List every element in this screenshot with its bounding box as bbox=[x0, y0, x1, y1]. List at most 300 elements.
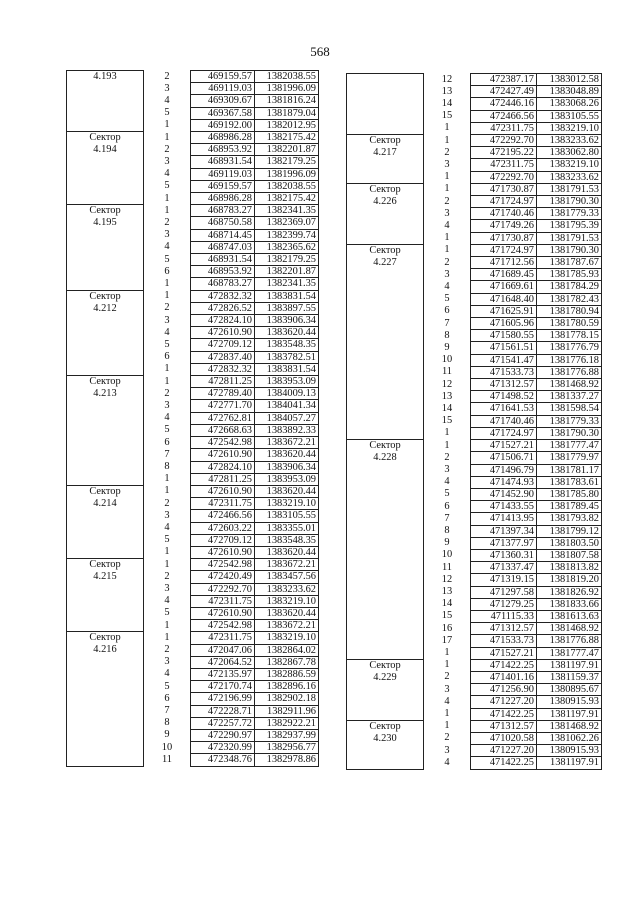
sector-label bbox=[67, 205, 144, 290]
coordinate-x: 472311.75 bbox=[191, 632, 255, 644]
point-number: 10 bbox=[424, 354, 471, 366]
point-number: 1 bbox=[144, 632, 191, 644]
coordinate-y: 1381159.37 bbox=[537, 671, 602, 683]
coordinate-y: 1381062.26 bbox=[537, 732, 602, 744]
point-number: 6 bbox=[424, 305, 471, 317]
coordinate-x: 472824.10 bbox=[191, 315, 255, 327]
sector-label-line: 4.215 bbox=[93, 571, 117, 583]
coordinate-y: 1382922.21 bbox=[255, 717, 319, 729]
coordinate-x: 471397.34 bbox=[471, 525, 537, 537]
coordinate-y: 1382978.86 bbox=[255, 754, 319, 766]
coordinate-y: 1381813.82 bbox=[537, 562, 602, 574]
coordinate-x: 472292.70 bbox=[471, 171, 537, 183]
coordinate-y: 1382369.07 bbox=[255, 217, 319, 229]
coordinate-x: 472789.40 bbox=[191, 388, 255, 400]
sector-label bbox=[347, 659, 424, 720]
coordinate-y: 1381777.47 bbox=[537, 440, 602, 452]
coordinate-y: 1381776.88 bbox=[537, 635, 602, 647]
coordinate-y: 1383105.55 bbox=[537, 110, 602, 122]
sector-label bbox=[67, 290, 144, 375]
point-number: 2 bbox=[144, 571, 191, 583]
coordinate-y: 1383672.21 bbox=[255, 437, 319, 449]
sector-label-line: Сектор bbox=[369, 183, 401, 195]
point-number: 9 bbox=[424, 342, 471, 354]
coordinate-x: 472311.75 bbox=[471, 122, 537, 134]
coordinate-y: 1381197.91 bbox=[537, 708, 602, 720]
coordinates-table-right bbox=[346, 73, 602, 770]
coordinate-x: 472135.97 bbox=[191, 668, 255, 680]
coordinate-x: 472420.49 bbox=[191, 571, 255, 583]
point-number: 4 bbox=[144, 327, 191, 339]
coordinate-y: 1382179.25 bbox=[255, 254, 319, 266]
coordinate-y: 1382864.02 bbox=[255, 644, 319, 656]
sector-label-line: 4.228 bbox=[373, 452, 397, 464]
coordinate-x: 471498.52 bbox=[471, 391, 537, 403]
coordinate-y: 1383620.44 bbox=[255, 546, 319, 558]
point-number: 3 bbox=[424, 208, 471, 220]
table-row bbox=[67, 132, 319, 144]
coordinate-y: 1383953.09 bbox=[255, 473, 319, 485]
point-number: 4 bbox=[144, 412, 191, 424]
point-number: 1 bbox=[424, 440, 471, 452]
coordinate-y: 1381833.66 bbox=[537, 598, 602, 610]
point-number: 5 bbox=[144, 339, 191, 351]
coordinate-x: 472811.25 bbox=[191, 473, 255, 485]
point-number: 10 bbox=[424, 549, 471, 561]
coordinate-x: 472466.56 bbox=[191, 510, 255, 522]
coordinate-y: 1383782.51 bbox=[255, 351, 319, 363]
point-number: 3 bbox=[144, 229, 191, 241]
sector-label-line: Сектор bbox=[369, 135, 401, 147]
point-number: 2 bbox=[144, 498, 191, 510]
sector-label-line: 4.227 bbox=[373, 256, 397, 268]
coordinate-y: 1382201.87 bbox=[255, 144, 319, 156]
coordinate-y: 1383548.35 bbox=[255, 339, 319, 351]
coordinate-x: 471422.25 bbox=[471, 708, 537, 720]
point-number: 5 bbox=[144, 254, 191, 266]
coordinate-x: 472837.40 bbox=[191, 351, 255, 363]
coordinate-y: 1381790.30 bbox=[537, 427, 602, 439]
coordinate-x: 468953.92 bbox=[191, 266, 255, 278]
coordinate-x: 471312.57 bbox=[471, 379, 537, 391]
point-number: 7 bbox=[144, 705, 191, 717]
sector-label bbox=[347, 720, 424, 769]
point-number: 12 bbox=[424, 574, 471, 586]
sector-label bbox=[67, 559, 144, 632]
point-number: 6 bbox=[144, 351, 191, 363]
sector-label bbox=[347, 135, 424, 184]
sector-label bbox=[347, 183, 424, 244]
coordinate-y: 1381816.24 bbox=[255, 95, 319, 107]
coordinate-x: 468747.03 bbox=[191, 241, 255, 253]
point-number: 4 bbox=[144, 241, 191, 253]
coordinate-x: 472348.76 bbox=[191, 754, 255, 766]
point-number: 2 bbox=[424, 452, 471, 464]
coordinate-x: 472542.98 bbox=[191, 559, 255, 571]
coordinate-x: 471422.25 bbox=[471, 659, 537, 671]
coordinate-x: 471740.46 bbox=[471, 208, 537, 220]
coordinate-x: 471689.45 bbox=[471, 269, 537, 281]
coordinate-x: 471648.40 bbox=[471, 293, 537, 305]
coordinate-x: 471533.73 bbox=[471, 366, 537, 378]
coordinate-x: 471227.20 bbox=[471, 745, 537, 757]
coordinate-x: 472064.52 bbox=[191, 656, 255, 668]
coordinate-y: 1381790.30 bbox=[537, 244, 602, 256]
coordinate-y: 1383219.10 bbox=[537, 122, 602, 134]
coordinate-x: 471527.21 bbox=[471, 647, 537, 659]
coordinate-x: 471740.46 bbox=[471, 415, 537, 427]
sector-label-line: Сектор bbox=[89, 559, 121, 571]
point-number: 3 bbox=[424, 684, 471, 696]
coordinate-y: 1381777.47 bbox=[537, 647, 602, 659]
coordinate-y: 1383897.55 bbox=[255, 302, 319, 314]
point-number: 2 bbox=[144, 302, 191, 314]
coordinate-x: 472466.56 bbox=[471, 110, 537, 122]
point-number: 3 bbox=[144, 156, 191, 168]
point-number: 4 bbox=[144, 595, 191, 607]
point-number: 1 bbox=[424, 122, 471, 134]
coordinate-y: 1384057.27 bbox=[255, 412, 319, 424]
point-number: 5 bbox=[144, 681, 191, 693]
coordinate-y: 1383062.80 bbox=[537, 147, 602, 159]
sector-label bbox=[67, 71, 144, 132]
point-number: 16 bbox=[424, 623, 471, 635]
sector-label-line: Сектор bbox=[369, 440, 401, 452]
table-row bbox=[347, 440, 602, 452]
coordinate-x: 471297.58 bbox=[471, 586, 537, 598]
point-number: 1 bbox=[144, 485, 191, 497]
coordinate-x: 471256.90 bbox=[471, 684, 537, 696]
point-number: 2 bbox=[424, 147, 471, 159]
sector-label-line: 4.194 bbox=[93, 144, 117, 156]
coordinate-x: 472195.22 bbox=[471, 147, 537, 159]
sector-label bbox=[67, 132, 144, 205]
coordinate-x: 469159.57 bbox=[191, 180, 255, 192]
sector-label-line: 4.216 bbox=[93, 644, 117, 656]
sector-label-line: Сектор bbox=[89, 290, 121, 302]
coordinate-y: 1383620.44 bbox=[255, 327, 319, 339]
coordinate-y: 1383457.56 bbox=[255, 571, 319, 583]
coordinate-x: 472047.06 bbox=[191, 644, 255, 656]
coordinate-x: 471730.87 bbox=[471, 232, 537, 244]
point-number: 1 bbox=[424, 708, 471, 720]
point-number: 2 bbox=[144, 217, 191, 229]
point-number: 1 bbox=[424, 720, 471, 732]
table-row bbox=[67, 290, 319, 302]
point-number: 8 bbox=[144, 461, 191, 473]
coordinate-x: 469309.67 bbox=[191, 95, 255, 107]
coordinate-x: 471227.20 bbox=[471, 696, 537, 708]
coordinate-x: 471312.57 bbox=[471, 623, 537, 635]
point-number: 2 bbox=[424, 671, 471, 683]
coordinate-y: 1382038.55 bbox=[255, 71, 319, 83]
coordinate-x: 472832.32 bbox=[191, 363, 255, 375]
coordinate-x: 471506.71 bbox=[471, 452, 537, 464]
point-number: 6 bbox=[144, 266, 191, 278]
coordinate-x: 472603.22 bbox=[191, 522, 255, 534]
coordinate-y: 1381787.67 bbox=[537, 257, 602, 269]
coordinate-y: 1381783.61 bbox=[537, 476, 602, 488]
coordinate-x: 468714.45 bbox=[191, 229, 255, 241]
point-number: 2 bbox=[144, 144, 191, 156]
coordinate-y: 1381197.91 bbox=[537, 659, 602, 671]
coordinate-x: 472196.99 bbox=[191, 693, 255, 705]
point-number: 3 bbox=[424, 159, 471, 171]
coordinate-y: 1382175.42 bbox=[255, 132, 319, 144]
point-number: 15 bbox=[424, 610, 471, 622]
coordinate-x: 472826.52 bbox=[191, 302, 255, 314]
point-number: 5 bbox=[144, 607, 191, 619]
point-number: 1 bbox=[424, 244, 471, 256]
page-number: 568 bbox=[310, 44, 330, 59]
point-number: 15 bbox=[424, 110, 471, 122]
coordinate-x: 471279.25 bbox=[471, 598, 537, 610]
coordinate-y: 1381784.29 bbox=[537, 281, 602, 293]
coordinate-x: 472446.16 bbox=[471, 98, 537, 110]
coordinate-x: 468986.28 bbox=[191, 132, 255, 144]
point-number: 3 bbox=[144, 583, 191, 595]
coordinate-x: 468986.28 bbox=[191, 193, 255, 205]
point-number: 4 bbox=[424, 281, 471, 293]
point-number: 3 bbox=[144, 83, 191, 95]
coordinate-y: 1382956.77 bbox=[255, 742, 319, 754]
point-number: 7 bbox=[144, 449, 191, 461]
coordinate-y: 1382175.42 bbox=[255, 193, 319, 205]
coordinate-x: 472610.90 bbox=[191, 449, 255, 461]
coordinate-y: 1382179.25 bbox=[255, 156, 319, 168]
point-number: 6 bbox=[144, 437, 191, 449]
coordinate-y: 1383048.89 bbox=[537, 86, 602, 98]
coordinate-y: 1381996.09 bbox=[255, 83, 319, 95]
coordinate-y: 1383906.34 bbox=[255, 315, 319, 327]
coordinate-x: 472257.72 bbox=[191, 717, 255, 729]
point-number: 8 bbox=[424, 525, 471, 537]
coordinate-y: 1382902.18 bbox=[255, 693, 319, 705]
sector-label bbox=[347, 440, 424, 660]
coordinate-x: 472771.70 bbox=[191, 400, 255, 412]
table-row bbox=[347, 659, 602, 671]
point-number: 4 bbox=[424, 757, 471, 769]
point-number: 14 bbox=[424, 403, 471, 415]
coordinate-y: 1382012.95 bbox=[255, 119, 319, 131]
coordinate-x: 472542.98 bbox=[191, 437, 255, 449]
coordinate-x: 472228.71 bbox=[191, 705, 255, 717]
sector-label-line: Сектор bbox=[369, 244, 401, 256]
coordinate-y: 1383219.10 bbox=[255, 498, 319, 510]
coordinate-y: 1381781.17 bbox=[537, 464, 602, 476]
point-number: 13 bbox=[424, 86, 471, 98]
point-number: 4 bbox=[144, 668, 191, 680]
table-row bbox=[67, 485, 319, 497]
coordinate-x: 472610.90 bbox=[191, 607, 255, 619]
coordinate-y: 1382201.87 bbox=[255, 266, 319, 278]
coordinate-x: 471527.21 bbox=[471, 440, 537, 452]
coordinate-y: 1383953.09 bbox=[255, 376, 319, 388]
point-number: 1 bbox=[144, 620, 191, 632]
coordinate-y: 1381785.93 bbox=[537, 269, 602, 281]
coordinate-x: 468931.54 bbox=[191, 156, 255, 168]
coordinate-y: 1381337.27 bbox=[537, 391, 602, 403]
coordinate-x: 471422.25 bbox=[471, 757, 537, 769]
coordinate-y: 1381197.91 bbox=[537, 757, 602, 769]
coordinate-y: 1383672.21 bbox=[255, 620, 319, 632]
point-number: 4 bbox=[144, 95, 191, 107]
coordinate-x: 471337.47 bbox=[471, 562, 537, 574]
coordinate-y: 1384009.13 bbox=[255, 388, 319, 400]
coordinate-y: 1381826.92 bbox=[537, 586, 602, 598]
coordinate-y: 1382341.35 bbox=[255, 278, 319, 290]
coordinate-x: 472311.75 bbox=[191, 498, 255, 510]
coordinate-y: 1382341.35 bbox=[255, 205, 319, 217]
coordinate-y: 1383620.44 bbox=[255, 449, 319, 461]
point-number: 3 bbox=[144, 400, 191, 412]
coordinate-x: 469159.57 bbox=[191, 71, 255, 83]
table-row bbox=[67, 71, 319, 83]
coordinate-x: 471319.15 bbox=[471, 574, 537, 586]
coordinate-y: 1383219.10 bbox=[255, 595, 319, 607]
coordinate-x: 472762.81 bbox=[191, 412, 255, 424]
point-number: 2 bbox=[144, 644, 191, 656]
table-row bbox=[67, 632, 319, 644]
point-number: 5 bbox=[144, 534, 191, 546]
point-number: 14 bbox=[424, 98, 471, 110]
point-number: 5 bbox=[144, 180, 191, 192]
point-number: 3 bbox=[144, 315, 191, 327]
sector-label-line: 4.226 bbox=[373, 195, 397, 207]
coordinate-x: 468783.27 bbox=[191, 278, 255, 290]
coordinate-x: 471724.97 bbox=[471, 196, 537, 208]
coordinate-x: 469119.03 bbox=[191, 168, 255, 180]
point-number: 12 bbox=[424, 74, 471, 86]
point-number: 1 bbox=[424, 183, 471, 195]
point-number: 1 bbox=[424, 647, 471, 659]
coordinate-y: 1382886.59 bbox=[255, 668, 319, 680]
point-number: 3 bbox=[144, 510, 191, 522]
point-number: 11 bbox=[144, 754, 191, 766]
coordinate-y: 1383548.35 bbox=[255, 534, 319, 546]
coordinate-y: 1382937.99 bbox=[255, 729, 319, 741]
point-number: 1 bbox=[144, 132, 191, 144]
coordinate-x: 472311.75 bbox=[191, 595, 255, 607]
coordinate-x: 471115.33 bbox=[471, 610, 537, 622]
coordinate-x: 471724.97 bbox=[471, 427, 537, 439]
point-number: 12 bbox=[424, 379, 471, 391]
point-number: 13 bbox=[424, 586, 471, 598]
coordinate-x: 471496.79 bbox=[471, 464, 537, 476]
coordinate-y: 1383233.62 bbox=[537, 135, 602, 147]
point-number: 6 bbox=[144, 693, 191, 705]
point-number: 1 bbox=[424, 171, 471, 183]
coordinate-y: 1380915.93 bbox=[537, 696, 602, 708]
coordinate-x: 472832.32 bbox=[191, 290, 255, 302]
point-number: 5 bbox=[424, 293, 471, 305]
coordinate-x: 472709.12 bbox=[191, 339, 255, 351]
point-number: 17 bbox=[424, 635, 471, 647]
table-row bbox=[67, 559, 319, 571]
coordinate-x: 471401.16 bbox=[471, 671, 537, 683]
sector-label bbox=[347, 74, 424, 135]
coordinate-y: 1383012.58 bbox=[537, 74, 602, 86]
point-number: 1 bbox=[144, 363, 191, 375]
table-row bbox=[67, 376, 319, 388]
coordinate-y: 1381468.92 bbox=[537, 720, 602, 732]
point-number: 5 bbox=[144, 424, 191, 436]
coordinate-x: 472387.17 bbox=[471, 74, 537, 86]
sector-label-line: 4.214 bbox=[93, 497, 117, 509]
coordinate-x: 468931.54 bbox=[191, 254, 255, 266]
point-number: 11 bbox=[424, 562, 471, 574]
coordinate-y: 1383831.54 bbox=[255, 363, 319, 375]
sector-label-line: 4.213 bbox=[93, 388, 117, 400]
coordinates-table-left bbox=[66, 70, 319, 767]
coordinate-y: 1383892.33 bbox=[255, 424, 319, 436]
coordinate-x: 471474.93 bbox=[471, 476, 537, 488]
coordinate-y: 1381793.82 bbox=[537, 513, 602, 525]
table-row bbox=[67, 205, 319, 217]
point-number: 3 bbox=[424, 269, 471, 281]
coordinate-x: 469192.00 bbox=[191, 119, 255, 131]
coordinate-x: 468953.92 bbox=[191, 144, 255, 156]
point-number: 9 bbox=[424, 537, 471, 549]
coordinate-y: 1381779.33 bbox=[537, 415, 602, 427]
sector-label-line: 4.212 bbox=[93, 302, 117, 314]
point-number: 1 bbox=[424, 659, 471, 671]
point-number: 5 bbox=[424, 488, 471, 500]
coordinate-y: 1383906.34 bbox=[255, 461, 319, 473]
point-number: 10 bbox=[144, 742, 191, 754]
point-number: 2 bbox=[144, 388, 191, 400]
coordinate-x: 472610.90 bbox=[191, 327, 255, 339]
coordinate-y: 1381799.12 bbox=[537, 525, 602, 537]
coordinate-y: 1383355.01 bbox=[255, 522, 319, 534]
coordinate-y: 1382896.16 bbox=[255, 681, 319, 693]
coordinate-y: 1383219.10 bbox=[537, 159, 602, 171]
coordinate-y: 1383831.54 bbox=[255, 290, 319, 302]
point-number: 2 bbox=[144, 71, 191, 83]
coordinate-y: 1381803.50 bbox=[537, 537, 602, 549]
point-number: 1 bbox=[144, 559, 191, 571]
point-number: 5 bbox=[144, 107, 191, 119]
point-number: 8 bbox=[144, 717, 191, 729]
sector-label-line: 4.229 bbox=[373, 671, 397, 683]
coordinate-x: 472542.98 bbox=[191, 620, 255, 632]
point-number: 3 bbox=[424, 464, 471, 476]
point-number: 4 bbox=[424, 476, 471, 488]
coordinate-y: 1384041.34 bbox=[255, 400, 319, 412]
coordinate-y: 1380895.67 bbox=[537, 684, 602, 696]
coordinate-y: 1382399.74 bbox=[255, 229, 319, 241]
coordinate-x: 469119.03 bbox=[191, 83, 255, 95]
coordinate-y: 1382038.55 bbox=[255, 180, 319, 192]
coordinate-y: 1381795.39 bbox=[537, 220, 602, 232]
coordinate-y: 1381779.33 bbox=[537, 208, 602, 220]
sector-label-line: 4.195 bbox=[93, 217, 117, 229]
point-number: 13 bbox=[424, 391, 471, 403]
sector-label-line: 4.193 bbox=[93, 71, 117, 82]
coordinate-y: 1381776.88 bbox=[537, 366, 602, 378]
point-number: 1 bbox=[144, 546, 191, 558]
point-number: 7 bbox=[424, 513, 471, 525]
coordinate-x: 471580.55 bbox=[471, 330, 537, 342]
coordinate-y: 1383068.26 bbox=[537, 98, 602, 110]
coordinate-x: 472292.70 bbox=[471, 135, 537, 147]
coordinate-y: 1381782.43 bbox=[537, 293, 602, 305]
coordinate-y: 1381468.92 bbox=[537, 623, 602, 635]
coordinate-y: 1383620.44 bbox=[255, 485, 319, 497]
coordinate-x: 471312.57 bbox=[471, 720, 537, 732]
point-number: 1 bbox=[144, 205, 191, 217]
coordinate-x: 471749.26 bbox=[471, 220, 537, 232]
